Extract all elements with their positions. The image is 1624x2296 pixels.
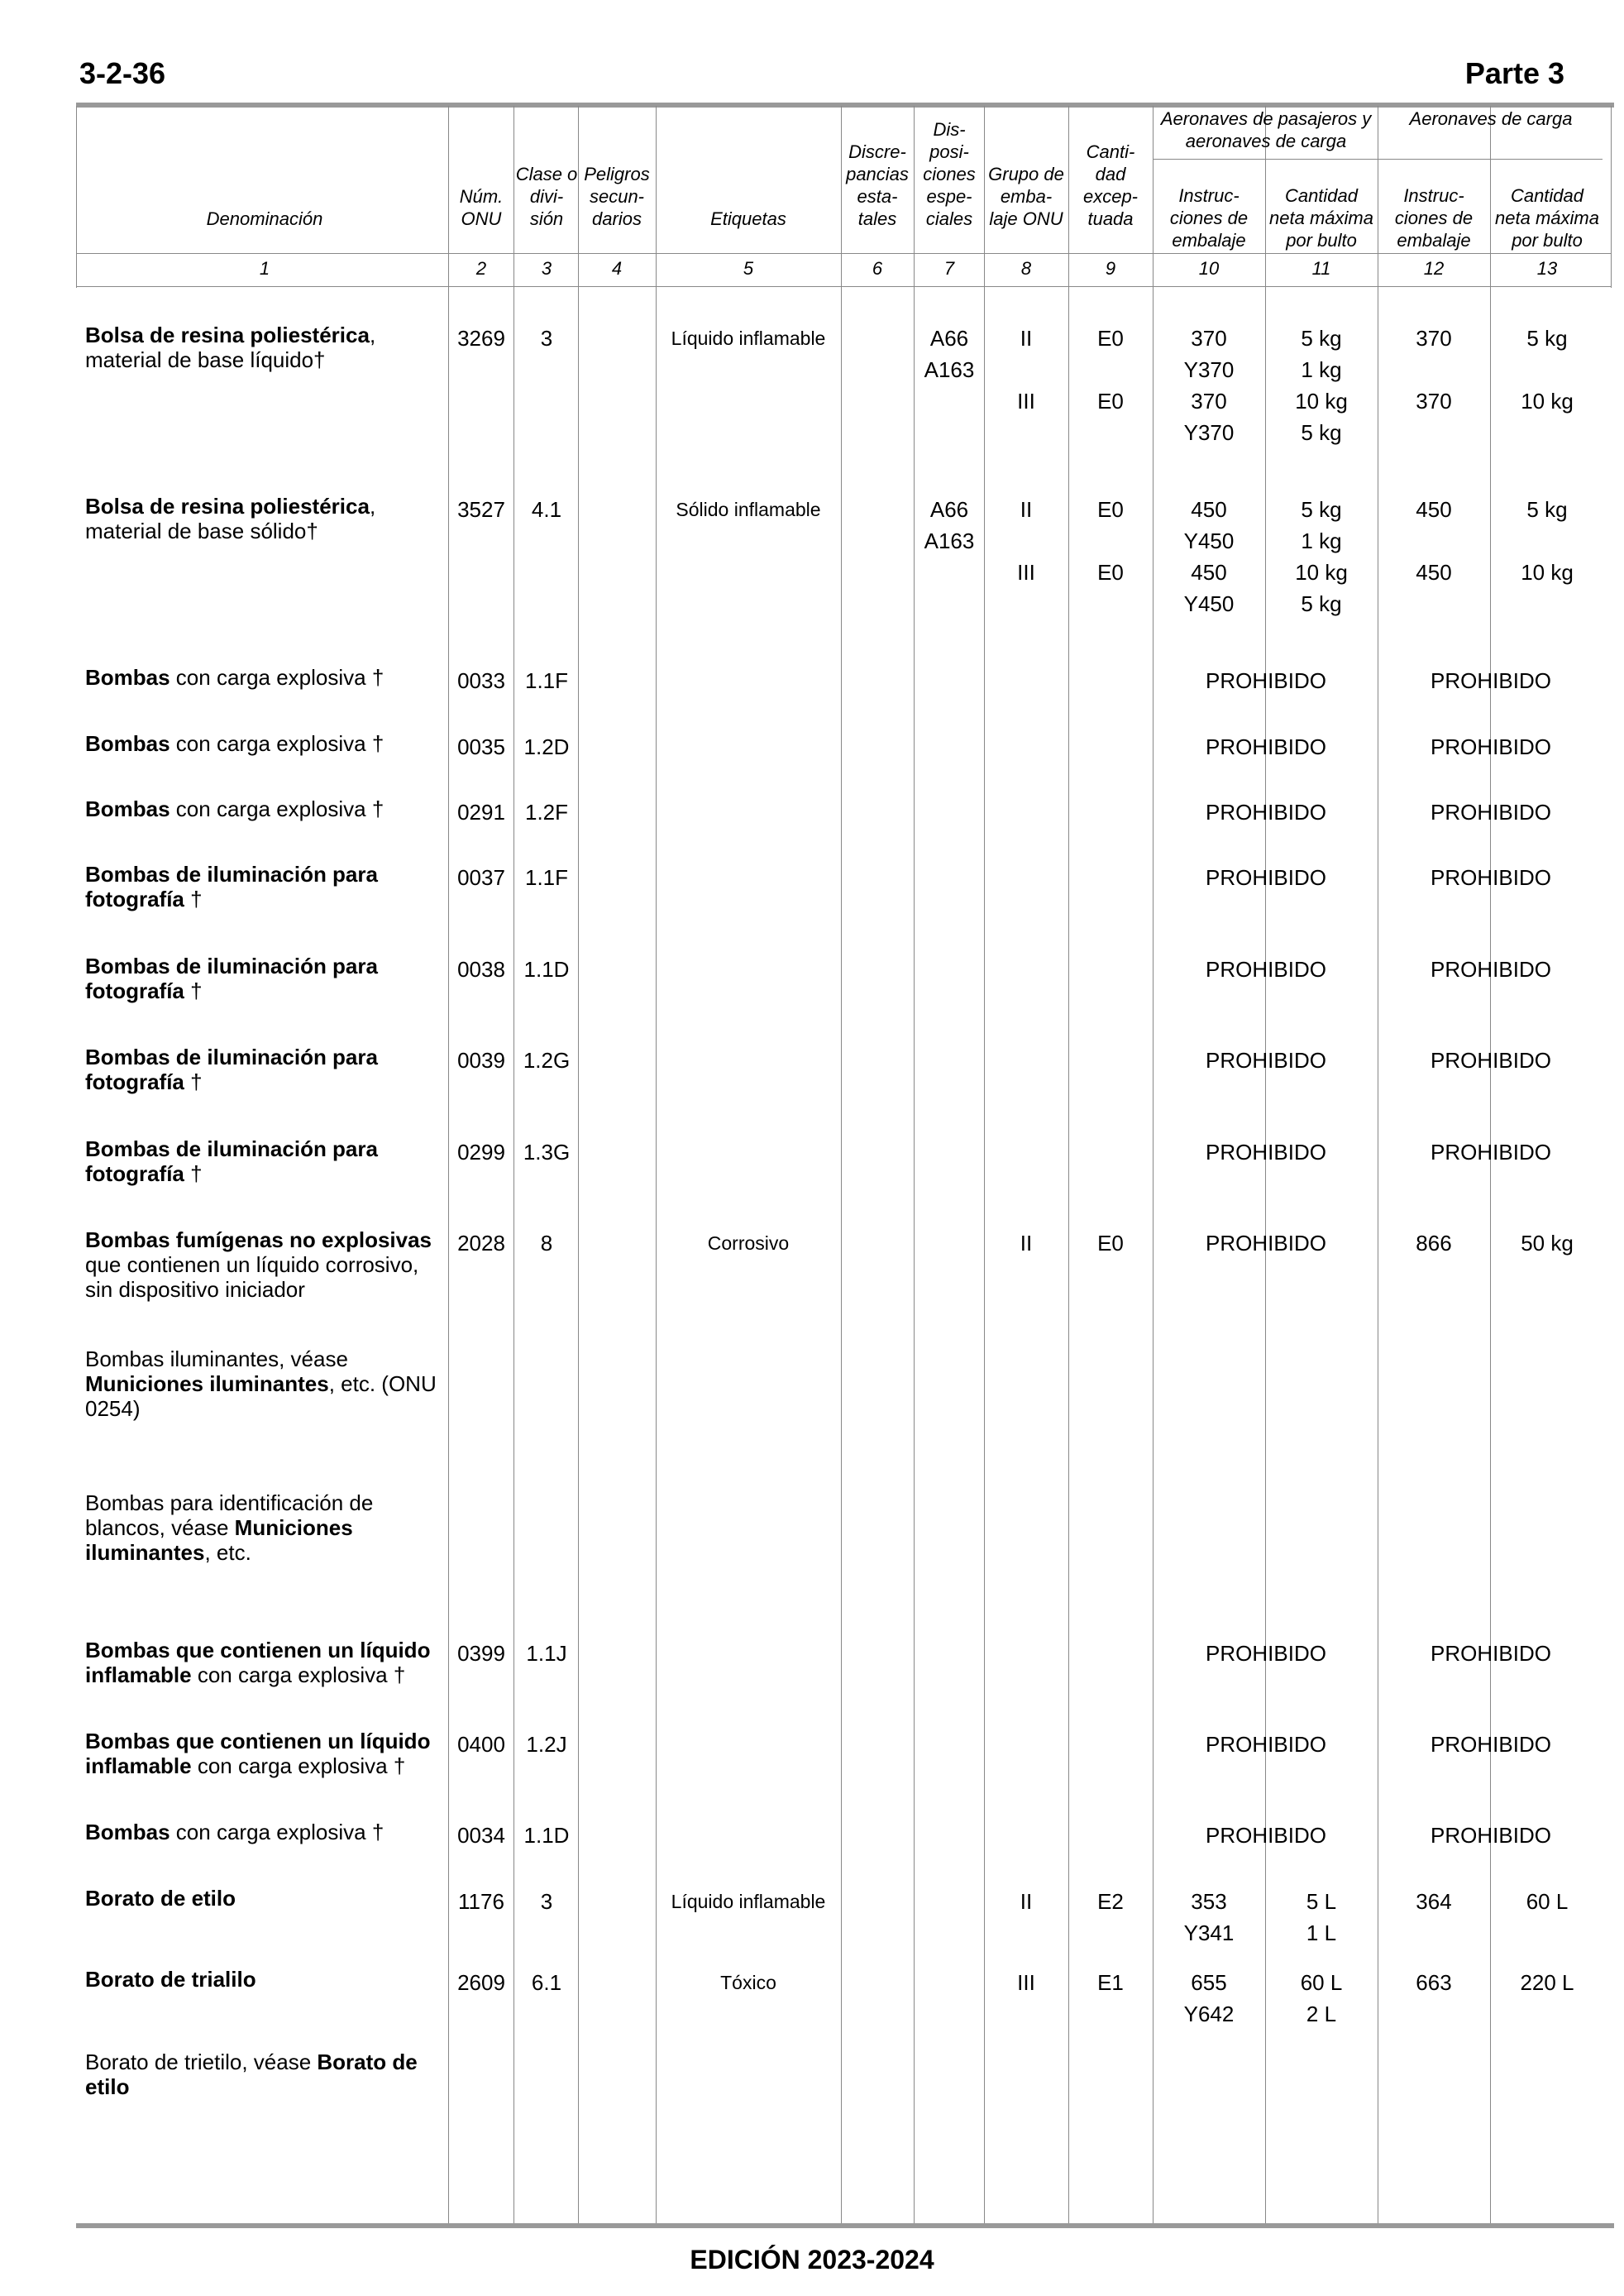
pax-status: PROHIBIDO [1206, 668, 1326, 693]
cargo-status: PROHIBIDO [1431, 865, 1551, 890]
packing-group: III [1017, 1970, 1035, 1995]
un-number: 0035 [457, 734, 505, 759]
substance-name: Borato de trialilo [85, 1967, 256, 1992]
col-header-cantidad-pax: Cantidad neta máxima por bulto [1269, 185, 1373, 251]
col-header-peligros: Peligros secun- darios [584, 164, 650, 229]
substance-name: Bolsa de resina poliestérica, material de base sólido† [85, 494, 376, 543]
col-number: 10 [1198, 258, 1220, 279]
cargo-max-quantity: 5 kg 10 kg [1521, 326, 1574, 414]
col-group-pasajeros: Aeronaves de pasajeros y aeronaves de carga [1160, 108, 1372, 151]
edition-footer: EDICIÓN 2023-2024 [690, 2245, 934, 2274]
label: Tóxico [720, 1972, 776, 1993]
col-number: 6 [872, 258, 883, 279]
substance-name: Bombas con carga explosiva † [85, 1820, 385, 1844]
pax-max-quantity: 60 L 2 L [1300, 1970, 1343, 2026]
col-number: 9 [1105, 258, 1116, 279]
pax-status: PROHIBIDO [1206, 1048, 1326, 1073]
label: Sólido inflamable [676, 499, 821, 520]
col-number: 13 [1536, 258, 1558, 279]
substance-name: Bombas que contienen un líquido inflamable con carga explosiva † [85, 1638, 431, 1687]
cargo-status: PROHIBIDO [1431, 734, 1551, 759]
pax-status: PROHIBIDO [1206, 957, 1326, 982]
col-number: 1 [259, 258, 270, 279]
un-number: 1176 [458, 1889, 504, 1914]
col-header-cantidad-exceptuada: Canti- dad excep- tuada [1082, 141, 1139, 229]
cargo-status: PROHIBIDO [1431, 1732, 1551, 1757]
label: Corrosivo [707, 1232, 790, 1254]
cargo-status: PROHIBIDO [1431, 668, 1551, 693]
pax-max-quantity: 5 kg 1 kg 10 kg 5 kg [1295, 326, 1348, 445]
pax-packing-instruction: 450 Y450 450 Y450 [1183, 497, 1235, 616]
un-number: 0038 [457, 957, 505, 982]
hazard-class: 1.2J [526, 1732, 567, 1757]
col-divider [1611, 106, 1612, 288]
un-number: 3269 [457, 326, 505, 351]
col-header-cantidad-carga: Cantidad neta máxima por bulto [1495, 185, 1599, 251]
un-number: 0039 [457, 1048, 505, 1073]
cargo-max-quantity: 5 kg 10 kg [1521, 497, 1574, 585]
excepted-quantity: E0 E0 [1097, 497, 1124, 585]
col-number: 12 [1423, 258, 1445, 279]
col-header-etiquetas: Etiquetas [710, 208, 786, 229]
header-rule [76, 253, 1611, 254]
pax-status: PROHIBIDO [1206, 800, 1326, 825]
col-number: 11 [1311, 258, 1331, 279]
un-number: 3527 [457, 497, 505, 522]
pax-status: PROHIBIDO [1206, 1641, 1326, 1666]
packing-group: II [1020, 1231, 1033, 1256]
col-number: 5 [743, 258, 754, 279]
hazard-class: 1.1F [524, 668, 569, 693]
pax-max-quantity: 5 L 1 L [1306, 1889, 1337, 1945]
hazard-class: 8 [540, 1231, 553, 1256]
cargo-status: PROHIBIDO [1431, 800, 1551, 825]
cargo-status: PROHIBIDO [1431, 1140, 1551, 1165]
col-number: 7 [943, 258, 955, 279]
pax-status: PROHIBIDO [1206, 1823, 1326, 1848]
substance-name: Bombas con carga explosiva † [85, 731, 385, 756]
substance-name: Bombas de iluminación para fotografía † [85, 862, 378, 911]
group-rule [1153, 159, 1603, 160]
page-number: 3-2-36 [79, 56, 166, 90]
hazard-class: 1.1J [526, 1641, 567, 1666]
substance-name: Bombas de iluminación para fotografía † [85, 954, 378, 1003]
un-number: 0291 [457, 800, 505, 825]
hazard-class: 3 [540, 1889, 553, 1914]
cross-reference: Bombas iluminantes, véase Municiones iluminantes, etc. (ONU 0254) [85, 1347, 437, 1421]
col-header-grupo: Grupo de emba- laje ONU [988, 164, 1064, 229]
pax-status: PROHIBIDO [1206, 1732, 1326, 1757]
bottom-rule [76, 2223, 1614, 2228]
pax-packing-instruction: 353 Y341 [1183, 1889, 1235, 1945]
col-divider [578, 106, 579, 2223]
pax-status: PROHIBIDO [1206, 1231, 1326, 1256]
cargo-status: PROHIBIDO [1431, 1641, 1551, 1666]
packing-group: II [1020, 1889, 1033, 1914]
substance-name: Bolsa de resina poliestérica, material de base líquido† [85, 323, 376, 372]
col-divider [513, 106, 514, 2223]
cargo-packing-instruction: 663 [1416, 1970, 1452, 1995]
col-divider [1153, 106, 1154, 2223]
excepted-quantity: E2 [1097, 1889, 1124, 1914]
cross-reference: Bombas para identificación de blancos, véase Municiones iluminantes, etc. [85, 1490, 374, 1565]
part-label: Parte 3 [1464, 56, 1564, 90]
header-rule [76, 286, 1611, 287]
col-header-un: Núm. ONU [459, 186, 504, 229]
un-number: 2028 [457, 1231, 505, 1256]
excepted-quantity: E0 [1097, 1231, 1124, 1256]
hazard-class: 1.2F [524, 800, 569, 825]
hazard-class: 1.2G [523, 1048, 571, 1073]
packing-group: II III [1017, 497, 1035, 585]
hazard-class: 1.3G [523, 1140, 571, 1165]
pax-packing-instruction: 370 Y370 370 Y370 [1183, 326, 1235, 445]
packing-group: II III [1017, 326, 1035, 414]
label: Líquido inflamable [671, 328, 826, 349]
hazard-class: 4.1 [531, 497, 562, 522]
cargo-status: PROHIBIDO [1431, 957, 1551, 982]
cargo-packing-instruction: 866 [1416, 1231, 1452, 1256]
col-divider [984, 106, 985, 2223]
col-number: 3 [541, 258, 552, 279]
un-number: 2609 [457, 1970, 505, 1995]
cargo-max-quantity: 50 kg [1521, 1231, 1574, 1256]
substance-name: Bombas que contienen un líquido inflamable con carga explosiva † [85, 1729, 431, 1778]
col-header-discrepancias: Discre- pancias esta- tales [846, 141, 909, 229]
substance-name: Bombas con carga explosiva † [85, 665, 385, 690]
cargo-max-quantity: 220 L [1520, 1970, 1574, 1995]
col-header-instrucciones-pax: Instruc- ciones de embalaje [1169, 185, 1249, 251]
pax-status: PROHIBIDO [1206, 734, 1326, 759]
hazard-class: 1.2D [523, 734, 570, 759]
cross-reference: Borato de trietilo, véase Borato de etilo [85, 2050, 418, 2099]
un-number: 0399 [457, 1641, 505, 1666]
cargo-packing-instruction: 364 [1416, 1889, 1452, 1914]
pax-max-quantity: 5 kg 1 kg 10 kg 5 kg [1295, 497, 1348, 616]
label: Líquido inflamable [671, 1891, 826, 1912]
col-header-disposiciones: Dis- posi- ciones espe- ciales [923, 119, 976, 229]
un-number: 0034 [457, 1823, 505, 1848]
un-number: 0033 [457, 668, 505, 693]
substance-name: Borato de etilo [85, 1886, 236, 1911]
col-number: 4 [611, 258, 623, 279]
cargo-packing-instruction: 450 450 [1416, 497, 1452, 585]
pax-status: PROHIBIDO [1206, 1140, 1326, 1165]
cargo-packing-instruction: 370 370 [1416, 326, 1452, 414]
col-header-clase: Clase o divi- sión [515, 164, 578, 229]
cargo-status: PROHIBIDO [1431, 1823, 1551, 1848]
col-divider [1068, 106, 1069, 2223]
col-divider [914, 106, 915, 2223]
col-divider [76, 106, 77, 288]
special-provisions: A66 A163 [924, 497, 975, 553]
col-header-instrucciones-carga: Instruc- ciones de embalaje [1394, 185, 1474, 251]
cargo-status: PROHIBIDO [1431, 1048, 1551, 1073]
col-group-carga: Aeronaves de carga [1409, 108, 1573, 129]
un-number: 0299 [457, 1140, 505, 1165]
col-divider [656, 106, 657, 2223]
pax-status: PROHIBIDO [1206, 865, 1326, 890]
excepted-quantity: E1 [1097, 1970, 1124, 1995]
substance-name: Bombas de iluminación para fotografía † [85, 1136, 378, 1186]
un-number: 0037 [457, 865, 505, 890]
substance-name: Bombas fumígenas no explosivas que contienen un líquido corrosivo, sin dispositivo iniciador [85, 1227, 432, 1302]
col-header-denominacion: Denominación [206, 208, 323, 229]
hazard-class: 1.1D [523, 957, 570, 982]
excepted-quantity: E0 E0 [1097, 326, 1124, 414]
col-number: 2 [475, 258, 487, 279]
pax-packing-instruction: 655 Y642 [1183, 1970, 1235, 2026]
hazard-class: 1.1D [523, 1823, 570, 1848]
cargo-max-quantity: 60 L [1526, 1889, 1569, 1914]
substance-name: Bombas con carga explosiva † [85, 796, 385, 821]
hazard-class: 6.1 [531, 1970, 562, 1995]
substance-name: Bombas de iluminación para fotografía † [85, 1045, 378, 1094]
un-number: 0400 [457, 1732, 505, 1757]
col-divider [841, 106, 842, 2223]
special-provisions: A66 A163 [924, 326, 975, 382]
hazard-class: 1.1F [524, 865, 569, 890]
col-number: 8 [1020, 258, 1032, 279]
hazard-class: 3 [540, 326, 553, 351]
